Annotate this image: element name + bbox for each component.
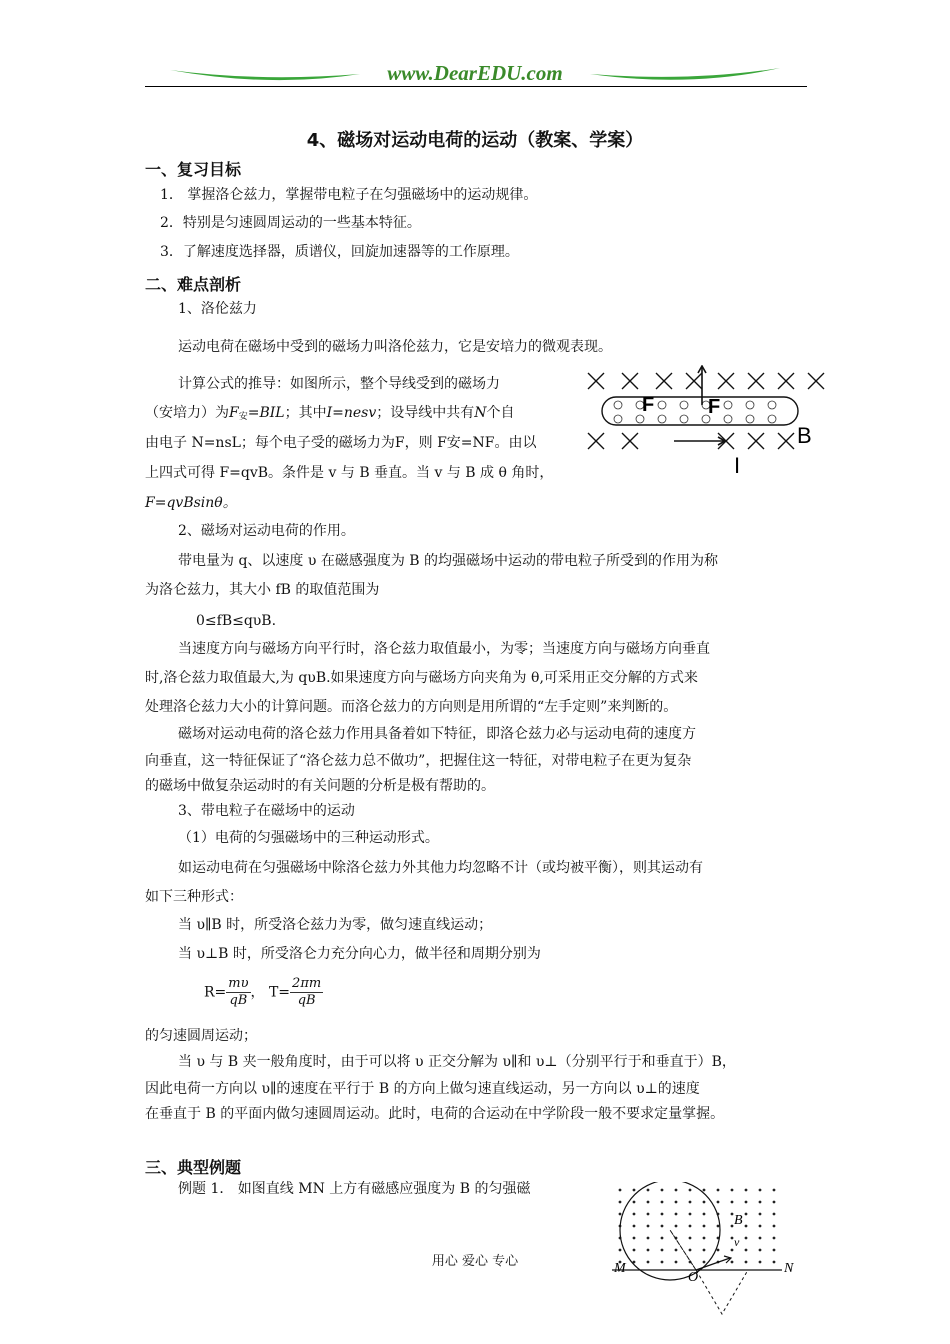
subheading-three-forms: （1）电荷的匀强磁场中的三种运动形式。 [178,830,439,846]
para-3-line-1: 带电量为 q、以速度 υ 在磁感强度为 B 的均强磁场中运动的带电粒子所受到的作用为称 [178,553,719,569]
para-8: 当 υ⊥B 时，所受洛仑力充分向心力，做半径和周期分别为 [178,946,541,962]
field-dot [717,1189,720,1192]
label-B-2: B [734,1213,743,1228]
derivation-line-3: 由电子 N=nsL；每个电子受的磁场力为F，则 F安=NF。由以 [145,435,537,451]
para-3-line-2: 为洛仑兹力，其大小 fB 的取值范围为 [145,582,380,598]
field-dot [759,1201,762,1204]
goal-item-3: 3．了解速度选择器，质谱仪，回旋加速器等的工作原理。 [160,244,519,260]
para-9: 的匀速圆周运动； [145,1028,257,1044]
field-dot [675,1189,678,1192]
para-4-line-1: 当速度方向与磁场方向平行时，洛仑兹力取值最小，为零；当速度方向与磁场方向垂直 [178,641,710,657]
para-5-line-2: 向垂直，这一特征保证了“洛仑兹力总不做功”，把握住这一特征，对带电粒子在更为复杂 [145,753,692,769]
field-dot [703,1201,706,1204]
para-4-line-2: 时,洛仑兹力取值最大,为 qυB.如果速度方向与磁场方向夹角为 θ,可采用正交分解的方式来 [145,670,698,686]
field-dot [759,1213,762,1216]
example-1-text: 例题 1． 如图直线 MN 上方有磁感应强度为 B 的匀强磁 [178,1181,531,1197]
field-dot [619,1189,622,1192]
paragraph-lorentz-def: 运动电荷在磁场中受到的磁场力叫洛伦兹力，它是安培力的微观表现。 [178,339,612,355]
site-url: www.DearEDU.com [387,61,563,85]
field-dot [689,1213,692,1216]
field-dot [689,1201,692,1204]
field-dot [647,1189,650,1192]
label-M: M [614,1261,626,1276]
field-dot [689,1225,692,1228]
field-dot [773,1189,776,1192]
label-I: I [734,453,741,478]
field-cross-marks [588,373,824,449]
field-dot [717,1225,720,1228]
field-dot [633,1225,636,1228]
header-rule [145,86,807,87]
electron-markers [614,401,776,423]
field-dot [661,1237,664,1240]
field-dot [633,1237,636,1240]
field-dot [773,1225,776,1228]
derivation-line-1: 计算公式的推导：如图所示，整个导线受到的磁场力 [178,376,500,392]
field-dot [745,1237,748,1240]
field-dot [731,1189,734,1192]
field-dot [759,1237,762,1240]
label-O: O [688,1270,699,1285]
field-dot [689,1189,692,1192]
para-6-line-1: 如运动电荷在匀强磁场中除洛仑兹力外其他力均忽略不计（或均被平衡），则其运动有 [178,860,703,876]
field-dot [633,1189,636,1192]
goal-item-2: 2．特别是匀速圆周运动的一些基本特征。 [160,215,421,231]
label-F: F [642,394,655,416]
field-dot [647,1213,650,1216]
para-5-line-1: 磁场对运动电荷的洛仑兹力作用具备着如下特征，即洛仑兹力必与运动电荷的速度方 [178,726,696,742]
field-dot [661,1225,664,1228]
field-dot [731,1237,734,1240]
field-dot [759,1225,762,1228]
section-heading-2: 二、难点剖析 [145,275,242,294]
field-dot [773,1213,776,1216]
label-F-ampere: F [708,396,721,418]
field-dot [745,1213,748,1216]
derivation-line-4: 上四式可得 F=qvB。条件是 v 与 B 垂直。当 v 与 B 成 θ 角时， [145,465,554,481]
field-dot [675,1201,678,1204]
para-10-line-1: 当 υ 与 B 夹一般角度时，由于可以将 υ 正交分解为 υ∥和 υ⊥（分别平行于和垂直于）B， [178,1054,736,1070]
field-dot [773,1237,776,1240]
derivation-line-2: （安培力）为$F_安=BIL$；其中I=nesv；设导线中共有N个自 [145,405,515,422]
subheading-lorentz: 1、洛伦兹力 [178,301,257,317]
page-title: 4、磁场对运动电荷的运动（教案、学案） [306,130,644,151]
field-dot [675,1225,678,1228]
field-dot [703,1189,706,1192]
field-dot [773,1201,776,1204]
field-dot [619,1201,622,1204]
field-dot [661,1201,664,1204]
field-dot [689,1237,692,1240]
goal-item-1: 1． 掌握洛仑兹力，掌握带电粒子在匀强磁场中的运动规律。 [160,187,538,203]
para-7: 当 υ∥B 时，所受洛仑兹力为零，做匀速直线运动； [178,917,493,933]
field-dot [661,1189,664,1192]
field-dot [647,1201,650,1204]
para-6-line-2: 如下三种形式： [145,889,243,905]
field-dot [703,1225,706,1228]
field-dot [759,1189,762,1192]
section-heading-1: 一、复习目标 [145,160,242,179]
formula-radius-period: R= $\frac{m\upsilon}{qB}$， T= $\frac{2\pi m}{qB}$ [204,976,322,1008]
field-dot [703,1213,706,1216]
conductor-field-diagram [578,365,828,485]
field-dot [619,1213,622,1216]
field-dot [703,1237,706,1240]
label-N: N [784,1261,794,1276]
field-dot [717,1201,720,1204]
derivation-line-5: F=qvBsinθ。 [145,495,237,511]
field-dot [745,1189,748,1192]
field-dot [661,1213,664,1216]
field-dot [731,1213,734,1216]
field-dot [633,1201,636,1204]
para-3-range: 0≤fB≤qυB. [196,613,277,629]
para-5-line-3: 的磁场中做复杂运动时的有关问题的分析是极有帮助的。 [145,778,495,794]
field-dot [647,1225,650,1228]
field-dot [731,1225,734,1228]
subheading-motion: 3、带电粒子在磁场中的运动 [178,803,355,819]
label-B: B [797,423,812,448]
para-4-line-3: 处理洛仑兹力大小的计算问题。而洛仑兹力的方向则是用所谓的“左手定则”来判断的。 [145,699,678,715]
field-dot [731,1201,734,1204]
page-footer: 用心 爱心 专心 [431,1254,519,1269]
subheading-effect: 2、磁场对运动电荷的作用。 [178,523,355,539]
field-dot [745,1225,748,1228]
section-heading-3: 三、典型例题 [145,1158,242,1177]
label-v: v [734,1235,740,1249]
field-dot [745,1201,748,1204]
para-10-line-3: 在垂直于 B 的平面内做匀速圆周运动。此时，电荷的合运动在中学阶段一般不要求定量掌握。 [145,1106,725,1122]
para-10-line-2: 因此电荷一方向以 υ∥的速度在平行于 B 的方向上做匀速直线运动，另一方向以 υ⊥的速度 [145,1081,700,1097]
field-dot [633,1213,636,1216]
field-dot [647,1237,650,1240]
field-dot [675,1213,678,1216]
